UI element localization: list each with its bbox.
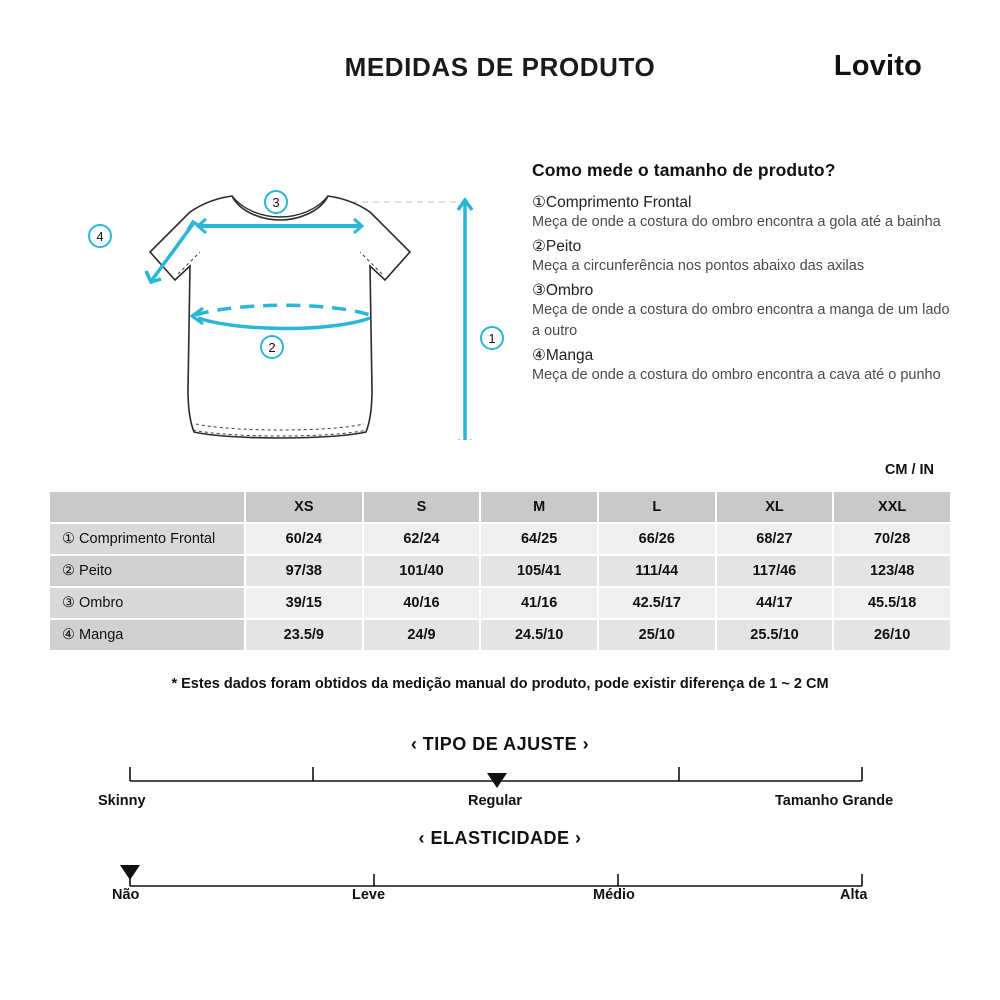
- cell-shoulder-s: 40/16: [363, 587, 481, 619]
- howto-item-desc-3: Meça de onde a costura do ombro encontra a manga de um lado a outro: [532, 301, 950, 340]
- table-size-header-l: L: [598, 491, 716, 523]
- size-chart-table: [48, 490, 952, 652]
- fit-scale-ruler: [0, 755, 1000, 793]
- cell-chest-xxl: 123/48: [833, 555, 951, 587]
- cell-shoulder-l: 42.5/17: [598, 587, 716, 619]
- row-label-front-length: ① Comprimento Frontal: [49, 523, 245, 555]
- howto-item-desc-2: Meça a circunferência nos pontos abaixo das axilas: [532, 257, 865, 274]
- fit-scale-title: ‹ TIPO DE AJUSTE ›: [410, 734, 590, 754]
- cell-sleeve-l: 25/10: [598, 619, 716, 651]
- cell-front-length-xs: 60/24: [245, 523, 363, 555]
- table-size-header-xs: XS: [245, 491, 363, 523]
- cell-front-length-s: 62/24: [363, 523, 481, 555]
- cell-front-length-m: 64/25: [480, 523, 598, 555]
- elasticity-scale-marker: [120, 865, 140, 880]
- howto-heading: Como mede o tamanho de produto?: [532, 160, 836, 180]
- table-row: [49, 619, 951, 651]
- upper-section: [0, 120, 1000, 450]
- fit-label-oversize: Tamanho Grande: [775, 793, 894, 809]
- brand-logo: Lovito: [833, 50, 922, 82]
- tshirt-measurement-diagram: [40, 140, 510, 440]
- howto-item-title-3: ③Ombro: [532, 281, 594, 299]
- fit-label-regular: Regular: [468, 793, 522, 809]
- howto-item-title-4: ④Manga: [532, 347, 594, 364]
- cell-shoulder-m: 41/16: [480, 587, 598, 619]
- fit-label-skinny: Skinny: [98, 793, 146, 809]
- page-title: MEDIDAS DE PRODUTO: [344, 52, 656, 82]
- cell-sleeve-s: 24/9: [363, 619, 481, 651]
- elasticity-label-high: Alta: [840, 887, 868, 903]
- cell-front-length-xxl: 70/28: [833, 523, 951, 555]
- cell-front-length-l: 66/26: [598, 523, 716, 555]
- elasticity-scale-block: [0, 828, 1000, 909]
- howto-item-desc-1: Meça de onde a costura do ombro encontra a gola até a bainha: [532, 214, 941, 230]
- table-size-header-m: M: [480, 491, 598, 523]
- cell-shoulder-xxl: 45.5/18: [833, 587, 951, 619]
- elasticity-label-light: Leve: [352, 887, 386, 903]
- elasticity-scale-title: ‹ ELASTICIDADE ›: [418, 828, 582, 848]
- fit-scale-labels: [0, 793, 1000, 815]
- chest-marker-label: 2: [268, 340, 276, 355]
- table-row: [49, 555, 951, 587]
- row-label-sleeve: ④ Manga: [49, 619, 245, 651]
- howto-item-title-2: ②Peito: [532, 237, 582, 255]
- cell-sleeve-xxl: 26/10: [833, 619, 951, 651]
- shoulder-marker-label: 3: [272, 195, 280, 210]
- cell-sleeve-xl: 25.5/10: [716, 619, 834, 651]
- cell-chest-xs: 97/38: [245, 555, 363, 587]
- row-label-chest: ② Peito: [49, 555, 245, 587]
- page-header: [0, 0, 1000, 110]
- howto-item-title-1: ①Comprimento Frontal: [532, 194, 692, 211]
- table-header-row: [49, 491, 951, 523]
- table-size-header-xxl: XXL: [833, 491, 951, 523]
- units-label: CM / IN: [884, 462, 934, 478]
- table-corner-cell: [49, 491, 245, 523]
- cell-front-length-xl: 68/27: [716, 523, 834, 555]
- fit-scale-block: [0, 734, 1000, 815]
- cell-chest-xl: 117/46: [716, 555, 834, 587]
- elasticity-label-medium: Médio: [593, 887, 635, 903]
- howto-item-desc-4: Meça de onde a costura do ombro encontra a cava até o punho: [532, 367, 941, 383]
- cell-shoulder-xs: 39/15: [245, 587, 363, 619]
- elasticity-scale-labels: [0, 887, 1000, 909]
- elasticity-label-none: Não: [112, 887, 140, 903]
- elasticity-scale-ruler: [0, 849, 1000, 887]
- cell-chest-s: 101/40: [363, 555, 481, 587]
- sleeve-marker-label: 4: [96, 229, 104, 244]
- table-row: [49, 523, 951, 555]
- manual-measurement-note: * Estes dados foram obtidos da medição manual do produto, pode existir diferença de 1 ~ 2 CM: [171, 676, 829, 692]
- cell-sleeve-xs: 23.5/9: [245, 619, 363, 651]
- cell-chest-l: 111/44: [598, 555, 716, 587]
- length-measure-line: [458, 200, 472, 440]
- cell-shoulder-xl: 44/17: [716, 587, 834, 619]
- table-row: [49, 587, 951, 619]
- cell-chest-m: 105/41: [480, 555, 598, 587]
- cell-sleeve-m: 24.5/10: [480, 619, 598, 651]
- tshirt-svg: [40, 140, 510, 440]
- length-marker-label: 1: [488, 331, 496, 346]
- row-label-shoulder: ③ Ombro: [49, 587, 245, 619]
- table-size-header-xl: XL: [716, 491, 834, 523]
- howto-panel: [532, 160, 952, 390]
- table-size-header-s: S: [363, 491, 481, 523]
